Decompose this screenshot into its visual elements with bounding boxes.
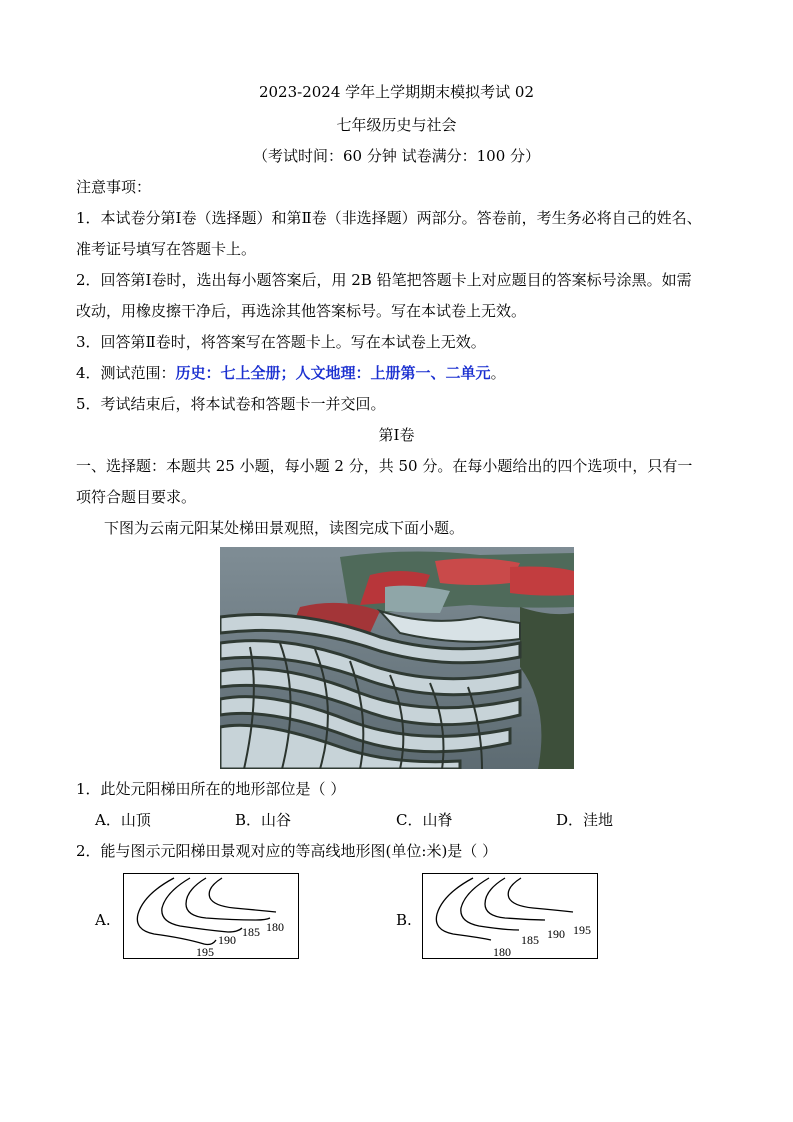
test-scope: 历史：七上全册；人文地理：上册第一、二单元: [175, 364, 491, 382]
terrace-photo: [220, 547, 574, 769]
map-b-label-185: 185: [521, 933, 539, 947]
q2-option-a-label[interactable]: A.: [95, 911, 111, 929]
q1-option-a[interactable]: A．山顶: [95, 811, 151, 829]
q1-option-b[interactable]: B．山谷: [235, 811, 292, 829]
notice-heading: 注意事项：: [76, 178, 152, 196]
exam-info: （考试时间：60 分钟 试卷满分：100 分）: [252, 147, 541, 165]
question-2-stem: 2．能与图示元阳梯田景观对应的等高线地形图(单位:米)是（ ）: [76, 842, 498, 860]
notice-item-4: [76, 363, 506, 383]
notice-item-1-cont: 准考证号填写在答题卡上。: [76, 240, 257, 258]
notice-item-4-prefix: 4．测试范围：: [76, 364, 176, 382]
q1-option-d[interactable]: D．洼地: [556, 811, 614, 829]
section-instructions: 一、选择题：本题共 25 小题，每小题 2 分，共 50 分。在每小题给出的四个选项中，只有一: [76, 457, 693, 475]
notice-item-3: 3．回答第Ⅱ卷时，将答案写在答题卡上。写在本试卷上无效。: [76, 333, 486, 351]
map-a-label-185: 185: [242, 925, 260, 939]
exam-title: 2023-2024 学年上学期期末模拟考试 02: [258, 83, 535, 101]
contour-map-b-drawing: [423, 874, 599, 960]
map-a-label-180: 180: [266, 920, 284, 934]
notice-item-2-cont: 改动，用橡皮擦干净后，再选涂其他答案标号。写在本试卷上无效。: [76, 302, 527, 320]
subject-title: 七年级历史与社会: [336, 116, 457, 134]
notice-item-4-suffix: 。: [490, 364, 506, 382]
map-b-label-195: 195: [573, 923, 591, 937]
notice-item-5: 5．考试结束后，将本试卷和答题卡一并交回。: [76, 395, 386, 413]
passage-intro: 下图为云南元阳某处梯田景观照，读图完成下面小题。: [104, 519, 465, 537]
q2-option-b-label[interactable]: B.: [396, 911, 412, 929]
notice-item-1: 1．本试卷分第Ⅰ卷（选择题）和第Ⅱ卷（非选择题）两部分。答卷前，考生务必将自己的姓名、: [76, 209, 702, 227]
contour-map-b[interactable]: [422, 873, 598, 959]
q1-option-c[interactable]: C．山脊: [396, 811, 453, 829]
map-a-label-190: 190: [218, 933, 236, 947]
section-instructions-cont: 项符合题目要求。: [76, 488, 197, 506]
map-a-label-195: 195: [196, 945, 214, 959]
map-b-label-180: 180: [493, 945, 511, 959]
section-title: 第Ⅰ卷: [378, 426, 415, 444]
map-b-label-190: 190: [547, 927, 565, 941]
contour-map-a[interactable]: [123, 873, 299, 959]
terrace-photo-illustration: [220, 547, 574, 769]
notice-item-2: 2．回答第Ⅰ卷时，选出每小题答案后，用 2B 铅笔把答题卡上对应题目的答案标号涂黑。如需: [76, 271, 692, 289]
question-1-stem: 1．此处元阳梯田所在的地形部位是（ ）: [76, 780, 346, 798]
contour-map-a-drawing: [124, 874, 300, 960]
